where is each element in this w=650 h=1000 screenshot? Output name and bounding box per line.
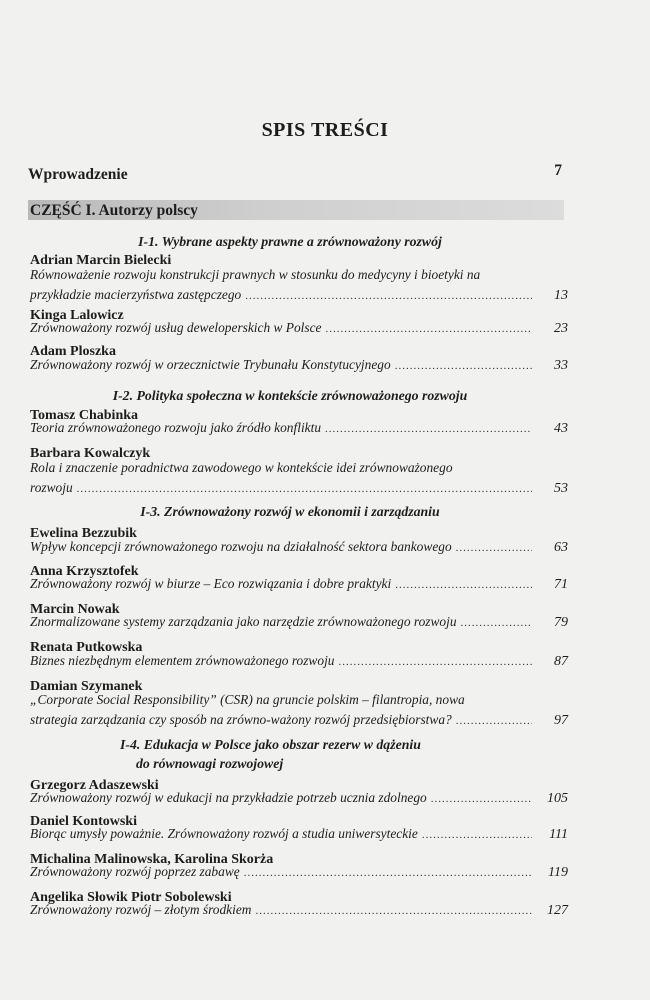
entry-author: Ewelina Bezzubik: [30, 526, 137, 541]
entry-title-cont: rozwoju: [30, 480, 73, 495]
entry-page: 23: [554, 321, 568, 336]
entry-page: 119: [548, 865, 568, 880]
toc-entry: [30, 862, 568, 883]
entry-title: „Corporate Social Responsibility” (CSR) na gruncie polskim – filantropia, nowa: [30, 692, 465, 707]
entry-page: 71: [554, 577, 568, 592]
entry-author: Anna Krzysztofek: [30, 564, 139, 579]
entry-author: Adam Ploszka: [30, 344, 116, 359]
entry-page: 13: [554, 288, 568, 303]
leader-dots: [395, 575, 532, 595]
leader-dots: [456, 711, 532, 731]
section-heading-line2: do równowagi rozwojowej: [136, 756, 284, 771]
toc-entry: [30, 418, 568, 439]
leader-dots: [395, 356, 532, 376]
entry-author: Daniel Kontowski: [30, 814, 137, 829]
intro-page: 7: [554, 162, 562, 179]
intro-label: Wprowadzenie: [28, 166, 128, 183]
entry-title: Teoria zrównoważonego rozwoju jako źródło konfliktu: [30, 420, 322, 435]
entry-page: 33: [554, 358, 568, 373]
leader-dots: [338, 652, 532, 672]
entry-title-cont: strategia zarządzania czy sposób na zrówno-ważony rozwój przedsiębiorstwa?: [30, 712, 452, 727]
entry-title: Zrównoważony rozwój – złotym środkiem: [30, 902, 252, 917]
leader-dots: [77, 479, 532, 499]
entry-author: Kinga Lalowicz: [30, 308, 124, 323]
entry-author: Adrian Marcin Bielecki: [30, 253, 172, 268]
toc-entry: [30, 355, 568, 376]
entry-author: Angelika Słowik Piotr Sobolewski: [30, 890, 232, 905]
entry-page: 111: [549, 827, 568, 842]
leader-dots: [431, 789, 532, 809]
page-title: SPIS TREŚCI: [261, 119, 389, 141]
entry-title: Biznes niezbędnym elementem zrównoważonego rozwoju: [30, 653, 335, 668]
entry-page: 43: [554, 421, 568, 436]
entry-title: Wpływ koncepcji zrównoważonego rozwoju na działalność sektora bankowego: [30, 539, 452, 554]
toc-entry: [30, 265, 568, 306]
entry-title: Rola i znaczenie poradnictwa zawodowego w kontekście idei zrównoważonego: [30, 460, 453, 475]
entry-author: Marcin Nowak: [30, 602, 120, 617]
toc-entry: [30, 651, 568, 672]
entry-title: Biorąc umysły poważnie. Zrównoważony rozwój a studia uniwersyteckie: [30, 826, 418, 841]
section-heading: [120, 735, 520, 773]
entry-title: Zrównoważony rozwój w orzecznictwie Trybunału Konstytucyjnego: [30, 357, 391, 372]
toc-entry: [30, 574, 568, 595]
entry-author: Grzegorz Adaszewski: [30, 778, 159, 793]
toc-entry: [30, 612, 568, 633]
leader-dots: [244, 863, 532, 883]
entry-title: Równoważenie rozwoju konstrukcji prawnych w stosunku do medycyny i bioetyki na: [30, 267, 481, 282]
toc-entry: [30, 690, 568, 731]
part-label: CZĘŚĆ I. Autorzy polscy: [30, 202, 198, 219]
leader-dots: [255, 901, 532, 921]
leader-dots: [326, 319, 533, 339]
leader-dots: [245, 286, 532, 306]
entry-page: 97: [554, 713, 568, 728]
toc-entry: [30, 900, 568, 921]
toc-entry: [30, 824, 568, 845]
entry-author: Damian Szymanek: [30, 679, 143, 694]
entry-author: Tomasz Chabinka: [30, 408, 139, 423]
leader-dots: [456, 538, 532, 558]
entry-title: Zrównoważony rozwój w edukacji na przykładzie potrzeb ucznia zdolnego: [30, 790, 427, 805]
toc-entry: [30, 458, 568, 499]
section-heading: I-1. Wybrane aspekty prawne a zrównoważony rozwój: [138, 234, 442, 249]
part-heading: [28, 200, 564, 220]
toc-entry: [30, 537, 568, 558]
entry-author: Michalina Malinowska, Karolina Skorża: [30, 852, 274, 867]
entry-author: Barbara Kowalczyk: [30, 446, 151, 461]
entry-page: 53: [554, 481, 568, 496]
section-heading: I-2. Polityka społeczna w kontekście zrównoważonego rozwoju: [112, 388, 468, 403]
entry-author: Renata Putkowska: [30, 640, 143, 655]
toc-intro: [28, 162, 568, 184]
entry-title-cont: przykładzie macierzyństwa zastępczego: [30, 287, 242, 302]
entry-title: Zrównoważony rozwój w biurze – Eco rozwiązania i dobre praktyki: [30, 576, 392, 591]
toc-entry: [30, 788, 568, 809]
leader-dots: [461, 613, 532, 633]
entry-page: 127: [547, 903, 568, 918]
entry-title: Zrównoważony rozwój poprzez zabawę: [30, 864, 240, 879]
entry-page: 63: [554, 540, 568, 555]
section-heading: I-3. Zrównoważony rozwój w ekonomii i zarządzaniu: [140, 504, 440, 519]
leader-dots: [325, 419, 532, 439]
entry-title: Zrównoważony rozwój usług deweloperskich w Polsce: [30, 320, 322, 335]
section-heading-line1: I-4. Edukacja w Polsce jako obszar rezerw w dążeniu: [120, 737, 421, 752]
entry-title: Znormalizowane systemy zarządzania jako narzędzie zrównoważonego rozwoju: [30, 614, 457, 629]
leader-dots: [422, 825, 532, 845]
entry-page: 87: [554, 654, 568, 669]
entry-page: 105: [547, 791, 568, 806]
entry-page: 79: [554, 615, 568, 630]
toc-entry: [30, 318, 568, 339]
